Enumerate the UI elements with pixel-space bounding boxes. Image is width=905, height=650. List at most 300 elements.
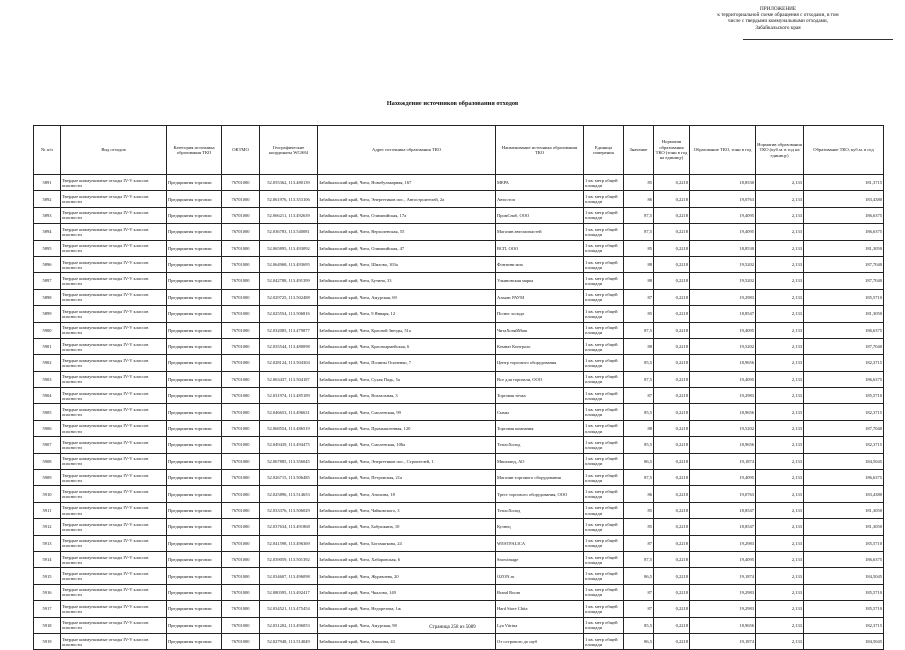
cell-unit: 1 кв. метр общей площади — [584, 584, 624, 600]
cell-tons-per-year: 19,4095 — [690, 551, 756, 567]
cell-source-name: Фонтини мио — [496, 256, 584, 272]
cell-source-name: Центр торгового оборудования — [496, 355, 584, 371]
cell-tons-per-year: 19,4095 — [690, 371, 756, 387]
cell-unit: 1 кв. метр общей площади — [584, 256, 624, 272]
cell-unit: 1 кв. метр общей площади — [584, 535, 624, 551]
cell-coordinates: 52.067885, 113.356045 — [260, 453, 318, 469]
cell-unit: 1 кв. метр общей площади — [584, 191, 624, 207]
cell-norm-cubic: 2,133 — [756, 453, 804, 469]
cell-norm-cubic: 2,133 — [756, 388, 804, 404]
cell-unit: 1 кв. метр общей площади — [584, 207, 624, 223]
cell-source-category: Предприятия торговли — [167, 175, 222, 191]
cell-source-name: Магазин автозапчастей — [496, 224, 584, 240]
cell-address: Забайкальский край, Чита, Верхоленская, 55 — [318, 224, 496, 240]
cell-tons-per-year: 18,9656 — [690, 437, 756, 453]
cell-norm-tons: 0,2218 — [654, 289, 690, 305]
cell-oktmo: 76701000 — [222, 502, 260, 518]
cell-source-name: Lya Vitrina — [496, 617, 584, 633]
cell-oktmo: 76701000 — [222, 535, 260, 551]
cell-source-name: ВСП, ООО — [496, 240, 584, 256]
cell-oktmo: 76701000 — [222, 338, 260, 354]
cell-tons-per-year: 19,2983 — [690, 289, 756, 305]
cell-oktmo: 76701000 — [222, 551, 260, 567]
cell-cubic-per-year: 187,7040 — [804, 420, 884, 436]
cell-source-name: WESTFALICA — [496, 535, 584, 551]
cell-norm-cubic: 2,133 — [756, 519, 804, 535]
cell-cubic-per-year: 184,5045 — [804, 453, 884, 469]
cell-source-category: Предприятия торговли — [167, 191, 222, 207]
cell-norm-cubic: 2,133 — [756, 306, 804, 322]
column-header: Норматив образования ТКО (куб.м. в год на единицу) — [756, 126, 804, 175]
cell-waste-type: Твердые коммунальные отходы IV-V классов опасности — [61, 453, 167, 469]
cell-source-name: От острового до шуб — [496, 633, 584, 649]
cell-source-name: ТеплоХолод — [496, 437, 584, 453]
cell-value: 88 — [624, 256, 654, 272]
cell-norm-cubic: 2,133 — [756, 617, 804, 633]
cell-tons-per-year: 19,2983 — [690, 584, 756, 600]
cell-unit: 1 кв. метр общей площади — [584, 289, 624, 305]
table-header-row — [34, 126, 884, 175]
cell-source-name: Трест торгового оборудования, ООО — [496, 486, 584, 502]
cell-source-name: Комнат Контроль — [496, 338, 584, 354]
cell-source-category: Предприятия торговли — [167, 322, 222, 338]
cell-tons-per-year: 19,5202 — [690, 256, 756, 272]
cell-coordinates: 52.025896, 113.514653 — [260, 486, 318, 502]
cell-unit: 1 кв. метр общей площади — [584, 175, 624, 191]
cell-norm-cubic: 2,133 — [756, 256, 804, 272]
cell-unit: 1 кв. метр общей площади — [584, 437, 624, 453]
cell-row-number: 5900 — [34, 322, 61, 338]
cell-address: Забайкальский край, Чита, Смоленская, 99 — [318, 404, 496, 420]
cell-oktmo: 76701000 — [222, 388, 260, 404]
cell-tons-per-year: 19,5202 — [690, 273, 756, 289]
cell-cubic-per-year: 181,3715 — [804, 175, 884, 191]
cell-norm-cubic: 2,133 — [756, 404, 804, 420]
cell-norm-cubic: 2,133 — [756, 502, 804, 518]
cell-norm-tons: 0,2218 — [654, 633, 690, 649]
table-row — [34, 306, 884, 322]
cell-norm-tons: 0,2218 — [654, 256, 690, 272]
cell-norm-tons: 0,2218 — [654, 240, 690, 256]
cell-unit: 1 кв. метр общей площади — [584, 568, 624, 584]
cell-norm-tons: 0,2218 — [654, 437, 690, 453]
cell-norm-tons: 0,2218 — [654, 470, 690, 486]
cell-norm-tons: 0,2218 — [654, 175, 690, 191]
cell-oktmo: 76701000 — [222, 453, 260, 469]
cell-source-category: Предприятия торговли — [167, 404, 222, 420]
cell-oktmo: 76701000 — [222, 470, 260, 486]
cell-oktmo: 76701000 — [222, 568, 260, 584]
cell-value: 87,5 — [624, 322, 654, 338]
appendix-line: числе с твердыми коммунальными отходами, — [727, 18, 828, 25]
table-row — [34, 437, 884, 453]
appendix-line: ПРИЛОЖЕНИЕ — [760, 6, 796, 12]
column-header: Норматив образования ТКО (тонн в год на единицу) — [654, 126, 690, 175]
table-row — [34, 322, 884, 338]
cell-row-number: 5906 — [34, 420, 61, 436]
cell-norm-cubic: 2,133 — [756, 322, 804, 338]
cell-tons-per-year: 19,5202 — [690, 338, 756, 354]
cell-oktmo: 76701000 — [222, 371, 260, 387]
cell-waste-type: Твердые коммунальные отходы IV-V классов опасности — [61, 551, 167, 567]
cell-source-name: Кузнец — [496, 519, 584, 535]
table-row — [34, 633, 884, 649]
cell-waste-type: Твердые коммунальные отходы IV-V классов опасности — [61, 371, 167, 387]
sources-table — [33, 125, 884, 650]
cell-row-number: 5917 — [34, 601, 61, 617]
cell-row-number: 5901 — [34, 338, 61, 354]
cell-source-name: Полюс холода — [496, 306, 584, 322]
cell-cubic-per-year: 185,5710 — [804, 584, 884, 600]
cell-waste-type: Твердые коммунальные отходы IV-V классов опасности — [61, 584, 167, 600]
cell-value: 85 — [624, 175, 654, 191]
cell-source-category: Предприятия торговли — [167, 338, 222, 354]
cell-address: Забайкальский край, Чита, Амурская, 98 — [318, 617, 496, 633]
cell-address: Забайкальский край, Чита, Красной Звезды, 51а — [318, 322, 496, 338]
cell-norm-cubic: 2,133 — [756, 207, 804, 223]
cell-value: 87 — [624, 584, 654, 600]
table-row — [34, 568, 884, 584]
table-row — [34, 453, 884, 469]
cell-norm-cubic: 2,133 — [756, 355, 804, 371]
cell-norm-cubic: 2,133 — [756, 289, 804, 305]
cell-address: Забайкальский край, Чита, Новобульварная, 167 — [318, 175, 496, 191]
cell-source-name: ТеплоХолод — [496, 502, 584, 518]
cell-address: Забайкальский край, Чита, Олимпийская, 17а — [318, 207, 496, 223]
cell-norm-tons: 0,2218 — [654, 207, 690, 223]
cell-norm-tons: 0,2218 — [654, 191, 690, 207]
cell-source-name: ЧитаХозяйМаш — [496, 322, 584, 338]
cell-address: Забайкальский край, Чита, Смоленская, 106а — [318, 437, 496, 453]
cell-waste-type: Твердые коммунальные отходы IV-V классов опасности — [61, 617, 167, 633]
table-row — [34, 191, 884, 207]
cell-waste-type: Твердые коммунальные отходы IV-V классов опасности — [61, 633, 167, 649]
cell-source-category: Предприятия торговли — [167, 420, 222, 436]
column-header: Адрес источника образования ТКО — [318, 126, 496, 175]
cell-address: Забайкальский край, Чита, Энергетиков пос., Строителей, 1 — [318, 453, 496, 469]
cell-value: 85,5 — [624, 437, 654, 453]
cell-address: Забайкальский край, Чита, Красноармейская, 6 — [318, 338, 496, 354]
cell-waste-type: Твердые коммунальные отходы IV-V классов опасности — [61, 224, 167, 240]
cell-source-name: Hard Store Chita — [496, 601, 584, 617]
cell-norm-tons: 0,2218 — [654, 306, 690, 322]
cell-address: Забайкальский край, Чита, Журавлева, 20 — [318, 568, 496, 584]
table-row — [34, 338, 884, 354]
cell-norm-cubic: 2,133 — [756, 191, 804, 207]
cell-value: 86 — [624, 191, 654, 207]
cell-unit: 1 кв. метр общей площади — [584, 617, 624, 633]
cell-coordinates: 52.027948, 113.514049 — [260, 633, 318, 649]
cell-address: Забайкальский край, Чита, 9 Января, 12 — [318, 306, 496, 322]
cell-oktmo: 76701000 — [222, 175, 260, 191]
cell-waste-type: Твердые коммунальные отходы IV-V классов опасности — [61, 256, 167, 272]
cell-cubic-per-year: 187,7040 — [804, 256, 884, 272]
cell-norm-cubic: 2,133 — [756, 551, 804, 567]
cell-row-number: 5909 — [34, 470, 61, 486]
cell-coordinates: 52.034521, 113.475454 — [260, 601, 318, 617]
cell-norm-tons: 0,2218 — [654, 519, 690, 535]
cell-cubic-per-year: 186,6375 — [804, 322, 884, 338]
table-row — [34, 240, 884, 256]
cell-coordinates: 52.029725, 113.502488 — [260, 289, 318, 305]
cell-unit: 1 кв. метр общей площади — [584, 601, 624, 617]
cell-norm-cubic: 2,133 — [756, 437, 804, 453]
cell-source-category: Предприятия торговли — [167, 568, 222, 584]
cell-address: Забайкальский край, Чита, Амурская, 69 — [318, 289, 496, 305]
cell-address: Забайкальский край, Чита, Энергетиков пос., Автостроителей, 2а — [318, 191, 496, 207]
cell-address: Забайкальский край, Чита, Шилова, 103а — [318, 256, 496, 272]
table-row — [34, 175, 884, 191]
cell-source-name: Мишланд, АО — [496, 453, 584, 469]
cell-row-number: 5894 — [34, 224, 61, 240]
cell-cubic-per-year: 184,5045 — [804, 633, 884, 649]
cell-unit: 1 кв. метр общей площади — [584, 551, 624, 567]
cell-tons-per-year: 19,0763 — [690, 191, 756, 207]
cell-norm-cubic: 2,133 — [756, 273, 804, 289]
cell-source-name: Все для торговли, ООО — [496, 371, 584, 387]
cell-oktmo: 76701000 — [222, 601, 260, 617]
cell-source-category: Предприятия торговли — [167, 486, 222, 502]
cell-source-name: OZON.ru — [496, 568, 584, 584]
cell-norm-tons: 0,2218 — [654, 568, 690, 584]
cell-coordinates: 52.036783, 113.540081 — [260, 224, 318, 240]
column-header: Вид отходов — [61, 126, 167, 175]
cell-norm-cubic: 2,133 — [756, 486, 804, 502]
table-row — [34, 470, 884, 486]
cell-unit: 1 кв. метр общей площади — [584, 371, 624, 387]
cell-row-number: 5912 — [34, 519, 61, 535]
table-row — [34, 289, 884, 305]
cell-coordinates: 52.046653, 113.496631 — [260, 404, 318, 420]
cell-coordinates: 52.026715, 113.506485 — [260, 470, 318, 486]
cell-coordinates: 52.039059, 113.501392 — [260, 551, 318, 567]
cell-value: 87,5 — [624, 470, 654, 486]
cell-waste-type: Твердые коммунальные отходы IV-V классов опасности — [61, 519, 167, 535]
cell-waste-type: Твердые коммунальные отходы IV-V классов опасности — [61, 175, 167, 191]
cell-oktmo: 76701000 — [222, 191, 260, 207]
cell-waste-type: Твердые коммунальные отходы IV-V классов опасности — [61, 404, 167, 420]
cell-cubic-per-year: 186,6375 — [804, 224, 884, 240]
cell-value: 87 — [624, 289, 654, 305]
cell-address: Забайкальский край, Чита, Хабаровская, 6 — [318, 551, 496, 567]
cell-norm-tons: 0,2218 — [654, 404, 690, 420]
cell-unit: 1 кв. метр общей площади — [584, 470, 624, 486]
cell-source-category: Предприятия торговли — [167, 617, 222, 633]
cell-coordinates: 52.068554, 113.486519 — [260, 420, 318, 436]
cell-norm-tons: 0,2218 — [654, 388, 690, 404]
cell-tons-per-year: 18,8547 — [690, 502, 756, 518]
cell-source-name: ПромСнаб, ООО — [496, 207, 584, 223]
cell-tons-per-year: 19,1874 — [690, 453, 756, 469]
cell-oktmo: 76701000 — [222, 207, 260, 223]
cell-norm-cubic: 2,133 — [756, 371, 804, 387]
cell-unit: 1 кв. метр общей площади — [584, 420, 624, 436]
cell-unit: 1 кв. метр общей площади — [584, 240, 624, 256]
cell-tons-per-year: 18,8530 — [690, 175, 756, 191]
table-row — [34, 551, 884, 567]
cell-cubic-per-year: 181,3050 — [804, 519, 884, 535]
cell-cubic-per-year: 185,5710 — [804, 289, 884, 305]
column-header: ОКТМО — [222, 126, 260, 175]
cell-source-name: Автостоп — [496, 191, 584, 207]
appendix-line: Забайкальского края — [755, 24, 801, 31]
cell-oktmo: 76701000 — [222, 322, 260, 338]
column-header: Наименование источника образования ТКО — [496, 126, 584, 175]
cell-value: 87 — [624, 388, 654, 404]
cell-source-name: Brand Room — [496, 584, 584, 600]
cell-oktmo: 76701000 — [222, 273, 260, 289]
table-row — [34, 371, 884, 387]
table-row — [34, 486, 884, 502]
cell-tons-per-year: 19,2983 — [690, 535, 756, 551]
table-row — [34, 420, 884, 436]
cell-row-number: 5919 — [34, 633, 61, 649]
cell-value: 88 — [624, 338, 654, 354]
cell-norm-tons: 0,2218 — [654, 502, 690, 518]
cell-coordinates: 52.033376, 113.506029 — [260, 502, 318, 518]
cell-value: 87 — [624, 535, 654, 551]
cell-oktmo: 76701000 — [222, 256, 260, 272]
cell-norm-tons: 0,2218 — [654, 273, 690, 289]
table-row — [34, 355, 884, 371]
table-row — [34, 207, 884, 223]
column-header: Географические координаты WGS84 — [260, 126, 318, 175]
cell-oktmo: 76701000 — [222, 224, 260, 240]
table-row — [34, 388, 884, 404]
cell-unit: 1 кв. метр общей площади — [584, 404, 624, 420]
cell-row-number: 5910 — [34, 486, 61, 502]
cell-waste-type: Твердые коммунальные отходы IV-V классов опасности — [61, 289, 167, 305]
cell-cubic-per-year: 183,4380 — [804, 191, 884, 207]
table-row — [34, 584, 884, 600]
cell-coordinates: 52.031202, 113.496053 — [260, 617, 318, 633]
cell-norm-cubic: 2,133 — [756, 338, 804, 354]
cell-oktmo: 76701000 — [222, 306, 260, 322]
cell-source-category: Предприятия торговли — [167, 437, 222, 453]
cell-source-category: Предприятия торговли — [167, 207, 222, 223]
cell-coordinates: 52.031974, 113.485189 — [260, 388, 318, 404]
cell-cubic-per-year: 182,3715 — [804, 437, 884, 453]
cell-waste-type: Твердые коммунальные отходы IV-V классов опасности — [61, 486, 167, 502]
cell-address: Забайкальский край, Чита, Вокзальная, 3 — [318, 388, 496, 404]
cell-value: 86,5 — [624, 453, 654, 469]
cell-norm-tons: 0,2218 — [654, 535, 690, 551]
cell-row-number: 5913 — [34, 535, 61, 551]
cell-value: 85 — [624, 240, 654, 256]
table-row — [34, 535, 884, 551]
cell-norm-tons: 0,2218 — [654, 338, 690, 354]
cell-unit: 1 кв. метр общей площади — [584, 453, 624, 469]
cell-value: 87,5 — [624, 224, 654, 240]
cell-unit: 1 кв. метр общей площади — [584, 633, 624, 649]
cell-row-number: 5892 — [34, 191, 61, 207]
cell-tons-per-year: 18,9656 — [690, 355, 756, 371]
cell-row-number: 5904 — [34, 388, 61, 404]
cell-source-name: Альянс РАУМ — [496, 289, 584, 305]
cell-tons-per-year: 18,9656 — [690, 617, 756, 633]
cell-source-category: Предприятия торговли — [167, 289, 222, 305]
cell-value: 87,5 — [624, 371, 654, 387]
cell-value: 86,5 — [624, 633, 654, 649]
table-row — [34, 404, 884, 420]
cell-cubic-per-year: 181,3050 — [804, 502, 884, 518]
column-header: Категория источника образования ТКО — [167, 126, 222, 175]
cell-address: Забайкальский край, Чита, Олимпийская, 47 — [318, 240, 496, 256]
cell-norm-tons: 0,2218 — [654, 584, 690, 600]
cell-coordinates: 52.032085, 113.479877 — [260, 322, 318, 338]
cell-unit: 1 кв. метр общей площади — [584, 273, 624, 289]
cell-source-name: Торговая компания — [496, 420, 584, 436]
cell-source-category: Предприятия торговли — [167, 584, 222, 600]
cell-row-number: 5907 — [34, 437, 61, 453]
cell-tons-per-year: 19,0763 — [690, 486, 756, 502]
cell-value: 86,5 — [624, 568, 654, 584]
cell-unit: 1 кв. метр общей площади — [584, 388, 624, 404]
cell-address: Забайкальский край, Чита, Сухая Падь, 5а — [318, 371, 496, 387]
column-header: № п/п — [34, 126, 61, 175]
cell-oktmo: 76701000 — [222, 519, 260, 535]
cell-norm-cubic: 2,133 — [756, 470, 804, 486]
cell-source-category: Предприятия торговли — [167, 601, 222, 617]
cell-waste-type: Твердые коммунальные отходы IV-V классов опасности — [61, 306, 167, 322]
cell-coordinates: 52.034607, 113.496098 — [260, 568, 318, 584]
cell-tons-per-year: 18,8530 — [690, 240, 756, 256]
cell-address: Забайкальский край, Чита, Петровская, 21а — [318, 470, 496, 486]
column-header: Значение — [624, 126, 654, 175]
cell-coordinates: 52.063437, 113.504187 — [260, 371, 318, 387]
cell-unit: 1 кв. метр общей площади — [584, 338, 624, 354]
cell-norm-tons: 0,2218 — [654, 617, 690, 633]
cell-coordinates: 52.080395, 113.492417 — [260, 584, 318, 600]
column-header: Образование ТКО, тонн в год — [690, 126, 756, 175]
cell-source-category: Предприятия торговли — [167, 224, 222, 240]
cell-coordinates: 52.028124, 113.504304 — [260, 355, 318, 371]
cell-coordinates: 52.025554, 113.506816 — [260, 306, 318, 322]
cell-row-number: 5916 — [34, 584, 61, 600]
cell-waste-type: Твердые коммунальные отходы IV-V классов опасности — [61, 355, 167, 371]
cell-oktmo: 76701000 — [222, 617, 260, 633]
table-row — [34, 502, 884, 518]
cell-norm-tons: 0,2218 — [654, 355, 690, 371]
cell-source-category: Предприятия торговли — [167, 306, 222, 322]
cell-source-category: Предприятия торговли — [167, 502, 222, 518]
cell-cubic-per-year: 185,5710 — [804, 388, 884, 404]
cell-row-number: 5898 — [34, 289, 61, 305]
cell-waste-type: Твердые коммунальные отходы IV-V классов опасности — [61, 322, 167, 338]
cell-value: 88 — [624, 273, 654, 289]
cell-waste-type: Твердые коммунальные отходы IV-V классов опасности — [61, 240, 167, 256]
cell-norm-cubic: 2,133 — [756, 584, 804, 600]
cell-cubic-per-year: 181,3050 — [804, 240, 884, 256]
cell-row-number: 5893 — [34, 207, 61, 223]
cell-tons-per-year: 18,8547 — [690, 306, 756, 322]
cell-tons-per-year: 19,4095 — [690, 207, 756, 223]
signature-line — [743, 39, 893, 40]
cell-tons-per-year: 19,1874 — [690, 633, 756, 649]
cell-unit: 1 кв. метр общей площади — [584, 306, 624, 322]
cell-tons-per-year: 19,1874 — [690, 568, 756, 584]
cell-cubic-per-year: 186,6375 — [804, 371, 884, 387]
cell-tons-per-year: 19,4095 — [690, 224, 756, 240]
cell-row-number: 5896 — [34, 256, 61, 272]
cell-tons-per-year: 18,9656 — [690, 404, 756, 420]
cell-oktmo: 76701000 — [222, 420, 260, 436]
cell-waste-type: Твердые коммунальные отходы IV-V классов опасности — [61, 535, 167, 551]
cell-norm-tons: 0,2218 — [654, 371, 690, 387]
cell-source-category: Предприятия торговли — [167, 535, 222, 551]
cell-row-number: 5895 — [34, 240, 61, 256]
cell-norm-cubic: 2,133 — [756, 420, 804, 436]
